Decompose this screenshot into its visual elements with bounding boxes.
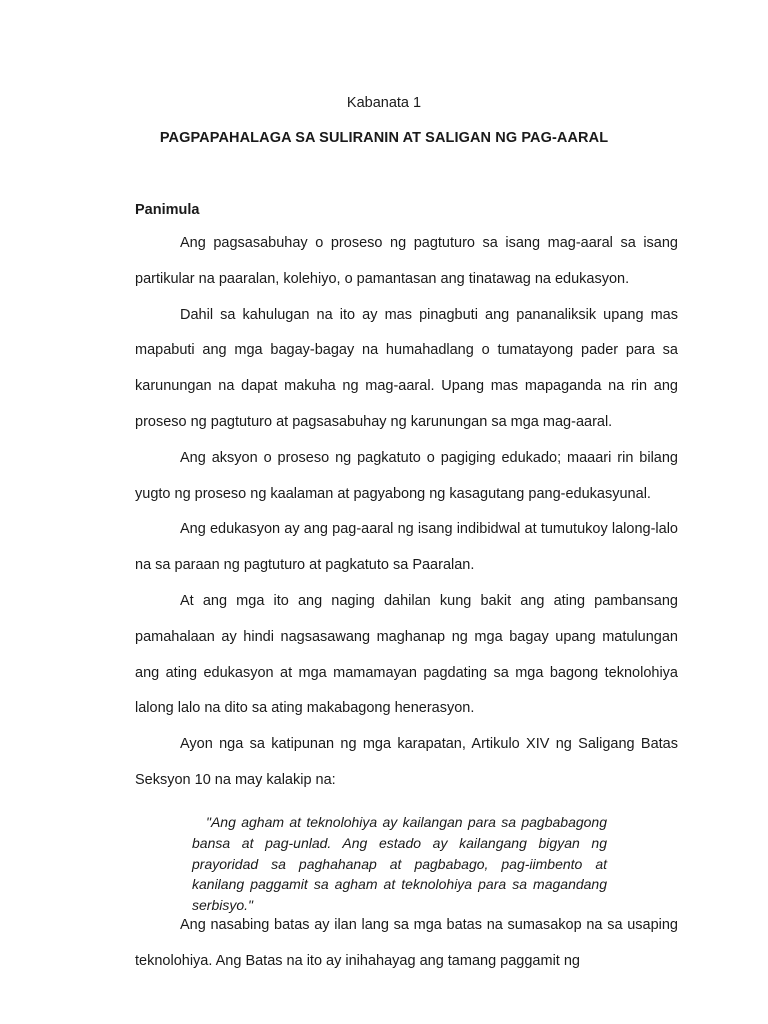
chapter-label: Kabanata 1 [346,95,422,111]
section-heading: Panimula [135,202,200,218]
paragraph: Ang aksyon o proseso ng pagkatuto o pagiging edukado; maaari rin bilang yugto ng proseso ng kaalaman at pagyabong ng kasagutang pang-edukasyunal. [135,449,678,502]
body-text-continued [135,908,678,980]
quote-text: "Ang agham at teknolohiya ay kailangan para sa pagbabagong bansa at pag-unlad. Ang estado ay kailangang bigyan ng prayoridad sa paghahanap at pagbabago, pag-iimbento at kanilang paggamit sa agham at teknolohiya para sa magandang serbisyo." [192,814,607,914]
paragraph: Ang edukasyon ay ang pag-aaral ng isang indibidwal at tumutukoy lalong-lalo na sa paraan ng pagtuturo at pagkatuto sa Paaralan. [135,521,678,574]
chapter-title: PAGPAPAHALAGA SA SULIRANIN AT SALIGAN NG PAG-AARAL [159,130,609,146]
paragraph: Ang nasabing batas ay ilan lang sa mga batas na sumasakop na sa usaping teknolohiya. Ang Batas na ito ay inihahayag ang tamang paggamit ng [135,917,678,969]
body-text [135,226,678,799]
paragraph: Ang pagsasabuhay o proseso ng pagtuturo sa isang mag-aaral sa isang partikular na paaralan, kolehiyo, o pamantasan ang tinatawag na edukasyon. [135,235,678,287]
block-quote [192,812,607,916]
paragraph: Dahil sa kahulugan na ito ay mas pinagbuti ang pananaliksik upang mas mapabuti ang mga bagay-bagay na humahadlang o tumatayong pader para sa karunungan na dapat makuha ng mag-aaral. Upang mas mapaganda na rin ang proseso ng pagtuturo at pagsasabuhay ng karunungan sa mga mag-aaral. [135,306,678,430]
paragraph: At ang mga ito ang naging dahilan kung bakit ang ating pambansang pamahalaan ay hindi nagsasawang maghanap ng mga bagay upang matulungan ang ating edukasyon at mga mamamayan pagdating sa mga bagong teknolohiya lalong lalo na dito sa ating makabagong henerasyon. [135,592,678,717]
paragraph: Ayon nga sa katipunan ng mga karapatan, Artikulo XIV ng Saligang Batas Seksyon 10 na may kalakip na: [135,736,678,788]
